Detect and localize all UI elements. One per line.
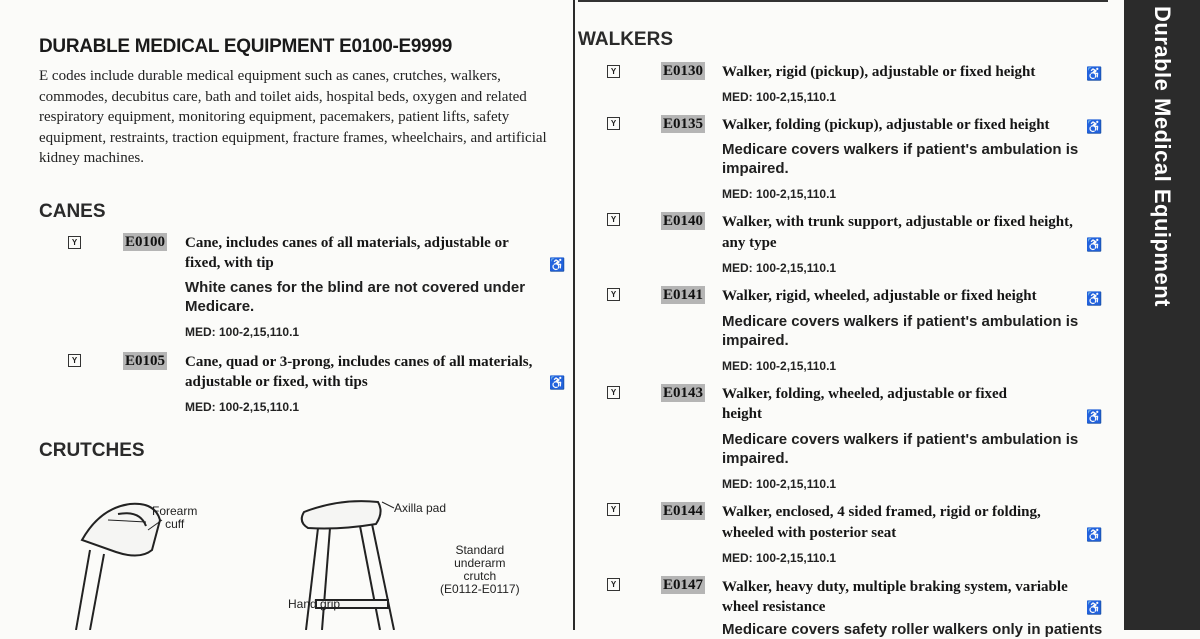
side-tab [1124,0,1200,630]
walkers-heading: WALKERS [578,29,673,50]
desc-line: Walker, folding, wheeled, adjustable or fixed [722,386,1008,402]
note-line: Medicare covers walkers if patient's ambulation is [722,141,1079,158]
desc-line: fixed, with tip [185,255,274,271]
desc-line: adjustable or fixed, with tips [185,374,368,390]
axilla-pad-label: Axilla pad [394,501,447,515]
note-line: impaired. [722,332,789,349]
code-e0143: E0143 [663,385,704,401]
code-e0100: E0100 [125,234,166,250]
note-line: impaired. [722,450,789,467]
note-line: White canes for the blind are not covered under [185,279,526,296]
forearm-label: Forearm cuff [152,504,198,531]
wheelchair-icon: ♿ [1086,66,1103,81]
page-title: DURABLE MEDICAL EQUIPMENT E0100-E9999 [39,36,452,57]
code-e0135: E0135 [663,116,704,132]
desc-line: wheel resistance [722,599,826,615]
note-line: Medicare. [185,298,255,315]
desc-line: Walker, enclosed, 4 sided framed, rigid or folding, [722,504,1041,520]
desc-line: Walker, rigid (pickup), adjustable or fixed height [722,64,1036,80]
med-reference: MED: 100-2,15,110.1 [722,90,837,104]
wheelchair-icon: ♿ [549,257,566,272]
note-line: Medicare covers walkers if patient's ambulation is [722,431,1079,448]
code-e0144: E0144 [663,503,704,519]
code-e0140: E0140 [663,213,704,229]
coverage-badge: Y [607,117,620,130]
wheelchair-icon: ♿ [1086,119,1103,134]
wheelchair-icon: ♿ [1086,409,1103,424]
desc-line: Walker, with trunk support, adjustable or fixed height, [722,214,1073,230]
coverage-badge: Y [607,65,620,78]
med-reference: MED: 100-2,15,110.1 [185,325,300,339]
code-e0105: E0105 [125,353,166,369]
coverage-badge: Y [607,213,620,226]
note-line: Medicare covers walkers if patient's ambulation is [722,313,1079,330]
note-line: Medicare covers safety roller walkers only in patients [722,621,1103,638]
wheelchair-icon: ♿ [549,375,566,390]
hand-grip-label: Hand grip [288,597,341,611]
desc-line: Cane, quad or 3-prong, includes canes of all materials, [185,354,533,370]
code-e0130: E0130 [663,63,704,79]
wheelchair-icon: ♿ [1086,237,1103,252]
wheelchair-icon: ♿ [1086,600,1103,615]
code-e0141: E0141 [663,287,704,303]
coverage-badge: Y [68,236,81,249]
crutches-heading: CRUTCHES [39,440,145,461]
code-e0147: E0147 [663,577,704,593]
coverage-badge: Y [68,354,81,367]
standard-crutch-label: Standard underarm crutch (E0112-E0117) [440,543,520,596]
desc-line: Walker, heavy duty, multiple braking system, variable [722,579,1068,595]
med-reference: MED: 100-2,15,110.1 [722,551,837,565]
side-tab-label: Durable Medical Equipment [1150,6,1175,307]
med-reference: MED: 100-2,15,110.1 [185,400,300,414]
desc-line: height [722,406,763,422]
note-line: impaired. [722,160,789,177]
desc-line: wheeled with posterior seat [722,525,897,541]
coverage-badge: Y [607,578,620,591]
coverage-badge: Y [607,386,620,399]
wheelchair-icon: ♿ [1086,291,1103,306]
top-rule [578,0,1108,2]
desc-line: any type [722,235,777,251]
coverage-badge: Y [607,288,620,301]
column-divider [573,0,575,630]
med-reference: MED: 100-2,15,110.1 [722,187,837,201]
forearm-crutch-drawing [76,504,160,630]
med-reference: MED: 100-2,15,110.1 [722,477,837,491]
desc-line: Walker, rigid, wheeled, adjustable or fixed height [722,288,1037,304]
wheelchair-icon: ♿ [1086,527,1103,542]
desc-line: Cane, includes canes of all materials, adjustable or [185,235,509,251]
intro-paragraph: E codes include durable medical equipment such as canes, crutches, walkers, commodes, decubitus care, bath and toilet aids, hospital beds, oxygen and related respiratory equipment, monitoring equipment, pacemakers, patient lifts, safety equipment, restraints, traction equipment, fracture frames, wheelchairs, and artificial kidney machines. [39,68,547,166]
canes-heading: CANES [39,201,106,222]
med-reference: MED: 100-2,15,110.1 [722,359,837,373]
desc-line: Walker, folding (pickup), adjustable or fixed height [722,117,1050,133]
med-reference: MED: 100-2,15,110.1 [722,261,837,275]
coverage-badge: Y [607,503,620,516]
